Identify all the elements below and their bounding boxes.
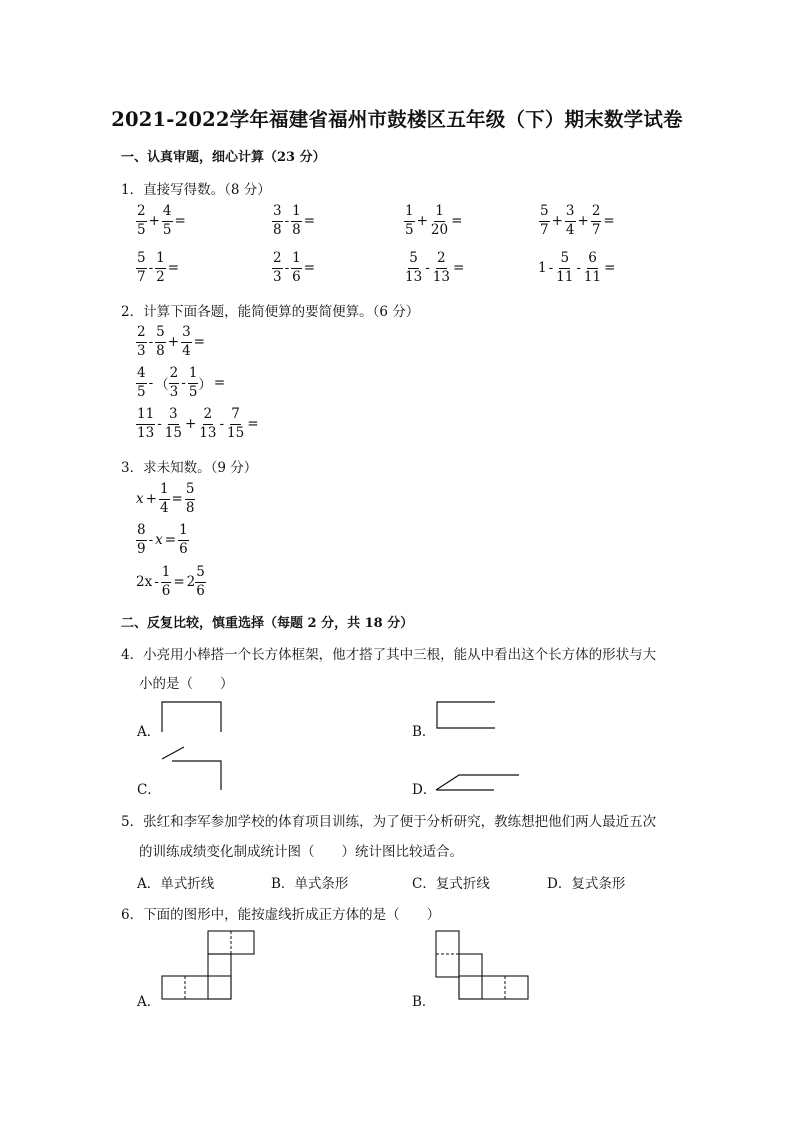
q4-option-a-label[interactable]: A．: [137, 724, 161, 740]
q5-option-d[interactable]: D．复式条形: [547, 876, 626, 892]
q5-line-1: 5．张红和李军参加学校的体育项目训练，为了便于分析研究，教练想把他们两人最近五次: [121, 814, 657, 830]
q1-row1-d: $\frac{5}{7}$ + $\frac{3}{4}$ + $\frac{2}{7}$ =: [540, 203, 615, 238]
q6-option-a-net: [160, 929, 258, 1001]
q1-row1-c: $\frac{1}{5}$ + $\frac{1}{20}$ =: [405, 203, 463, 238]
q4-option-b-figure: [433, 699, 499, 733]
q5-option-b[interactable]: B．单式条形: [271, 876, 349, 892]
q5-line-2: 的训练成绩变化制成统计图（ ）统计图比较适合。: [139, 844, 463, 860]
q1-row2-c: $\frac{5}{13}$ - $\frac{2}{13}$ =: [405, 250, 465, 285]
q4-option-d-label[interactable]: D．: [412, 782, 437, 798]
q3-equation-2: $\frac{8}{9}$ - x = $\frac{1}{6}$: [137, 522, 188, 557]
q2-expr-3: $\frac{11}{13}$ - $\frac{3}{15}$ + $\frac{2}{13}$ - $\frac{7}{15}$ =: [137, 406, 259, 441]
q4-option-b-label[interactable]: B．: [412, 724, 436, 740]
q1-row2-d: 1 - $\frac{5}{11}$ - $\frac{6}{11}$ =: [538, 250, 616, 285]
q1-row2-a: $\frac{5}{7}$ - $\frac{1}{2}$ =: [137, 250, 180, 285]
q3-equation-1: x + $\frac{1}{4}$ = $\frac{5}{8}$: [136, 481, 195, 516]
section1-heading: 一、认真审题，细心计算（23 分）: [121, 150, 326, 165]
q1-row1-a: $\frac{2}{5}$ + $\frac{4}{5}$ =: [137, 203, 186, 238]
q4-option-c-figure: [160, 745, 226, 793]
page-title: 2021-2022学年福建省福州市鼓楼区五年级（下）期末数学试卷: [111, 108, 683, 131]
q3-equation-3: 2x - $\frac{1}{6}$ = 2 $\frac{5}{6}$: [136, 564, 205, 599]
q6-option-a-label[interactable]: A．: [137, 994, 161, 1010]
q1-row1-b: $\frac{3}{8}$ - $\frac{1}{8}$ =: [273, 203, 316, 238]
q6-text: 6．下面的图形中，能按虚线折成正方体的是（ ）: [121, 907, 441, 923]
q5-option-a[interactable]: A．单式折线: [137, 876, 215, 892]
q4-option-d-figure: [434, 771, 522, 793]
q3-text: 3．求未知数。（9 分）: [121, 460, 258, 476]
q1-row2-b: $\frac{2}{3}$ - $\frac{1}{6}$ =: [273, 250, 316, 285]
q4-line-2: 小的是（ ）: [139, 676, 234, 692]
q6-option-b-net: [434, 929, 532, 1001]
q4-option-c-label[interactable]: C．: [137, 782, 161, 798]
q6-option-b-label[interactable]: B．: [412, 994, 436, 1010]
q4-option-a-figure: [158, 699, 224, 733]
q1-text: 1．直接写得数。（8 分）: [121, 182, 271, 198]
q2-text: 2．计算下面各题，能简便算的要简便算。（6 分）: [121, 304, 420, 320]
q2-expr-1: $\frac{2}{3}$ - $\frac{5}{8}$ + $\frac{3}{4}$ =: [137, 324, 205, 359]
q5-option-c[interactable]: C．复式折线: [412, 876, 490, 892]
q2-expr-2: $\frac{4}{5}$ - （ $\frac{2}{3}$ - $\frac{1}{5}$ ） =: [137, 365, 226, 400]
section2-heading: 二、反复比较，慎重选择（每题 2 分，共 18 分）: [121, 616, 414, 631]
q4-line-1: 4．小亮用小棒搭一个长方体框架，他才搭了其中三根，能从中看出这个长方体的形状与大: [121, 647, 657, 663]
